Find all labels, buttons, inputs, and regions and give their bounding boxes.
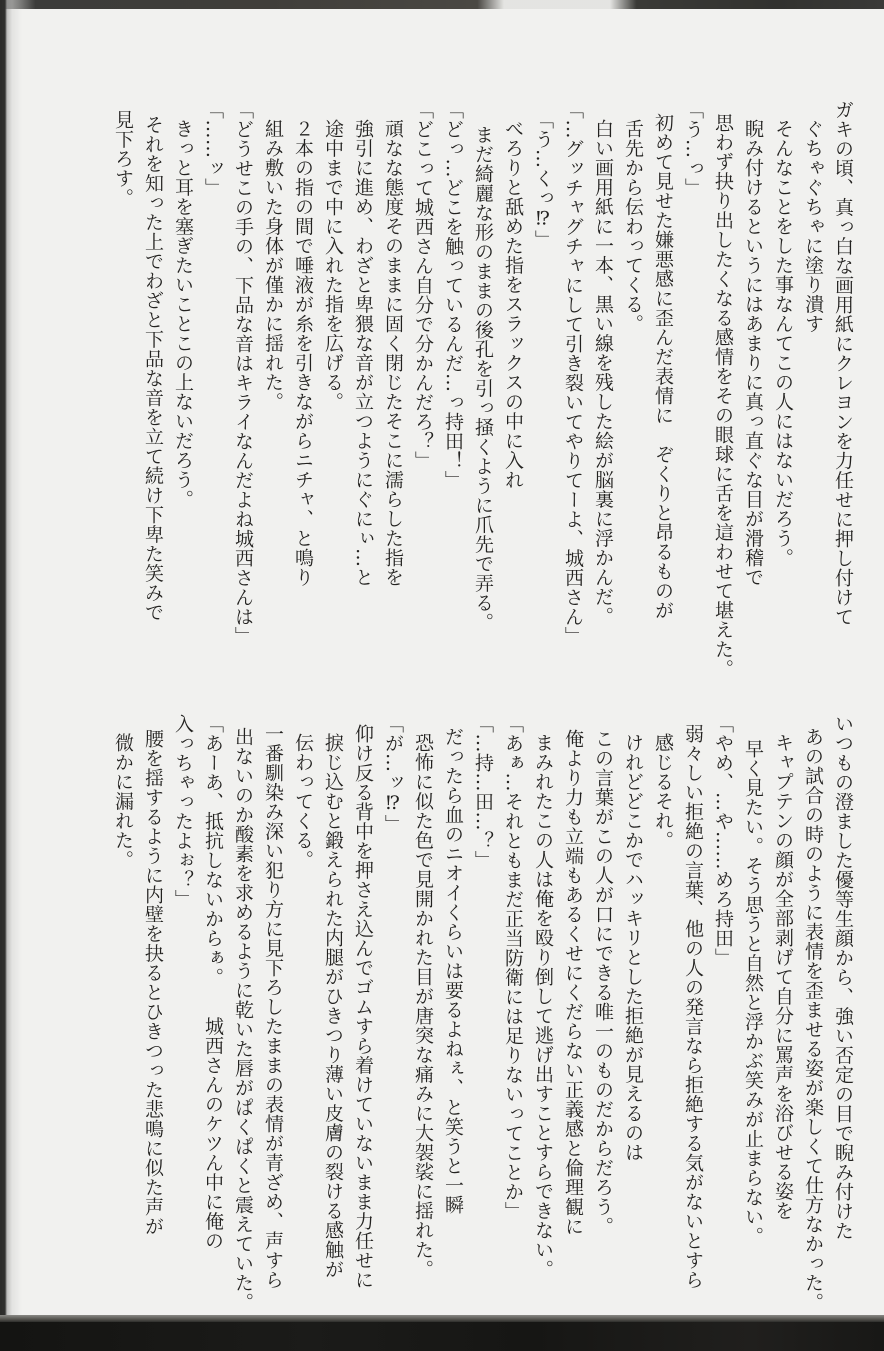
- text-column: 「…グッチャグチャにして引き裂いてやりてーよ、城西さん」: [562, 100, 584, 646]
- text-column: キャプテンの顔が全部剥げて自分に罵声を浴びせる姿を: [772, 733, 794, 1221]
- text-column: まだ綺麗な形のままの後孔を引っ掻くように爪先で弄る。: [472, 124, 494, 632]
- text-column: 思わず抉り出したくなる感情をその眼球に舌を這わせて堪えた。: [712, 113, 734, 679]
- text-column: 仰け反る背中を押さえ込んでゴムすら着けていないまま力任せに: [352, 723, 374, 1289]
- text-column: 「どうせこの手の、下品な音はキライなんだよね城西さんは」: [232, 100, 254, 646]
- text-column: きっと耳を塞ぎたいことこの上ないだろう。: [172, 119, 194, 509]
- text-column: 感じるそれ。: [652, 733, 674, 850]
- text-column: ぐちゃぐちゃに塗り潰す: [802, 119, 824, 334]
- text-column: 出ないのか酸素を求めるように乾いた唇がぱくぱくと震えていた。: [232, 727, 254, 1313]
- text-column: 「あぁ…それともまだ正当防衛には足りないってことか」: [502, 714, 524, 1221]
- text-column: 俺より力も立端もあるくせにくだらない正義感と倫理観に: [562, 729, 584, 1237]
- text-column: 白い画用紙に一本、黒い線を残した絵が脳裏に浮かんだ。: [592, 119, 614, 626]
- text-column: 入っちゃったよぉ？」: [172, 714, 194, 909]
- text-column: 初めて見せた嫌悪感に歪んだ表情に ぞくりと昂るものが: [652, 113, 674, 621]
- scan-edge-top: [0, 0, 884, 9]
- text-column: そんなことをした事なんてこの人にはないだろう。: [772, 119, 794, 568]
- text-column: 組み敷いた身体が僅かに揺れた。: [262, 119, 284, 412]
- text-column: べろりと舐めた指をスラックスの中に入れ: [502, 119, 524, 490]
- text-column: ２本の指の間で唾液が糸を引きながらニチャ、と鳴り: [292, 119, 314, 587]
- text-column: 「……ッ」: [202, 100, 224, 198]
- text-column: まみれたこの人は俺を殴り倒して逃げ出すことすらできない。: [532, 733, 554, 1279]
- text-column: 途中まで中に入れた指を広げる。: [322, 119, 344, 412]
- text-column: けれどどこかでハッキリとした拒絶が見えるのは: [622, 733, 644, 1162]
- text-column: 弱々しい拒絶の言葉、他の人の発言なら拒絶する気がないとすら: [682, 723, 704, 1289]
- text-column: 伝わってくる。: [292, 733, 314, 870]
- text-column: この言葉がこの人が口にできる唯一のものだからだろう。: [592, 729, 614, 1237]
- text-column: 微かに漏れた。: [112, 733, 134, 870]
- text-column: 恐怖に似た色で見開かれた目が唐突な痛みに大袈裟に揺れた。: [412, 733, 434, 1279]
- text-column: あの試合の時のように表情を歪ませる姿が楽しくて仕方なかった。: [802, 727, 824, 1313]
- text-column: 一番馴染み深い犯り方に見下ろしたままの表情が青ざめ、声すら: [262, 723, 284, 1289]
- text-column: 「う…くっ⁉」: [532, 109, 554, 249]
- text-column: 「あーあ、抵抗しないからぁ。 城西さんのケツん中に俺の: [202, 714, 224, 1251]
- text-column: 「どっ…どこを触っているんだ…っ持田！」: [442, 100, 464, 490]
- text-column: 舌先から伝わってくる。: [622, 119, 644, 334]
- text-column: 早く見たい。そう思うと自然と浮かぶ笑みが止まらない。: [742, 738, 764, 1246]
- text-column: いつもの澄ました優等生顔から、強い否定の目で睨み付けた: [832, 714, 854, 1241]
- text-column: 見下ろす。: [112, 109, 134, 207]
- text-column: ガキの頃、真っ白な画用紙にクレヨンを力任せに押し付けて: [832, 100, 854, 627]
- text-column: 捩じ込むと鍛えられた内腿がひきつり薄い皮膚の裂ける感触が: [322, 733, 344, 1279]
- text-column: 「う…っ」: [682, 100, 704, 198]
- text-column: 「どこって城西さん自分で分かんだろ？」: [412, 100, 434, 471]
- text-block-top: [108, 100, 858, 692]
- text-column: 「…持…田…？」: [472, 714, 494, 870]
- text-block-bottom: [108, 714, 858, 1336]
- text-column: 強引に進め、わざと卑猥な音が立つようにぐにぃ…と: [352, 119, 374, 587]
- text-column: 睨み付けるというにはあまりに真っ直ぐな目が滑稽で: [742, 119, 764, 587]
- text-column: 「やめ、…や……めろ持田」: [712, 714, 734, 968]
- text-column: 腰を揺するように内壁を抉るとひきつった悲鳴に似た声が: [142, 729, 164, 1237]
- text-column: 頑なな態度そのままに固く閉じたそこに濡らした指を: [382, 119, 404, 587]
- scan-edge-left: [0, 0, 22, 1351]
- text-column: それを知った上でわざと下品な音を立て続け下卑た笑みで: [142, 115, 164, 623]
- text-column: だったら血のニオイくらいは要るよねぇ、と笑うと一瞬: [442, 727, 464, 1215]
- text-column: 「が…ッ⁉」: [382, 714, 404, 834]
